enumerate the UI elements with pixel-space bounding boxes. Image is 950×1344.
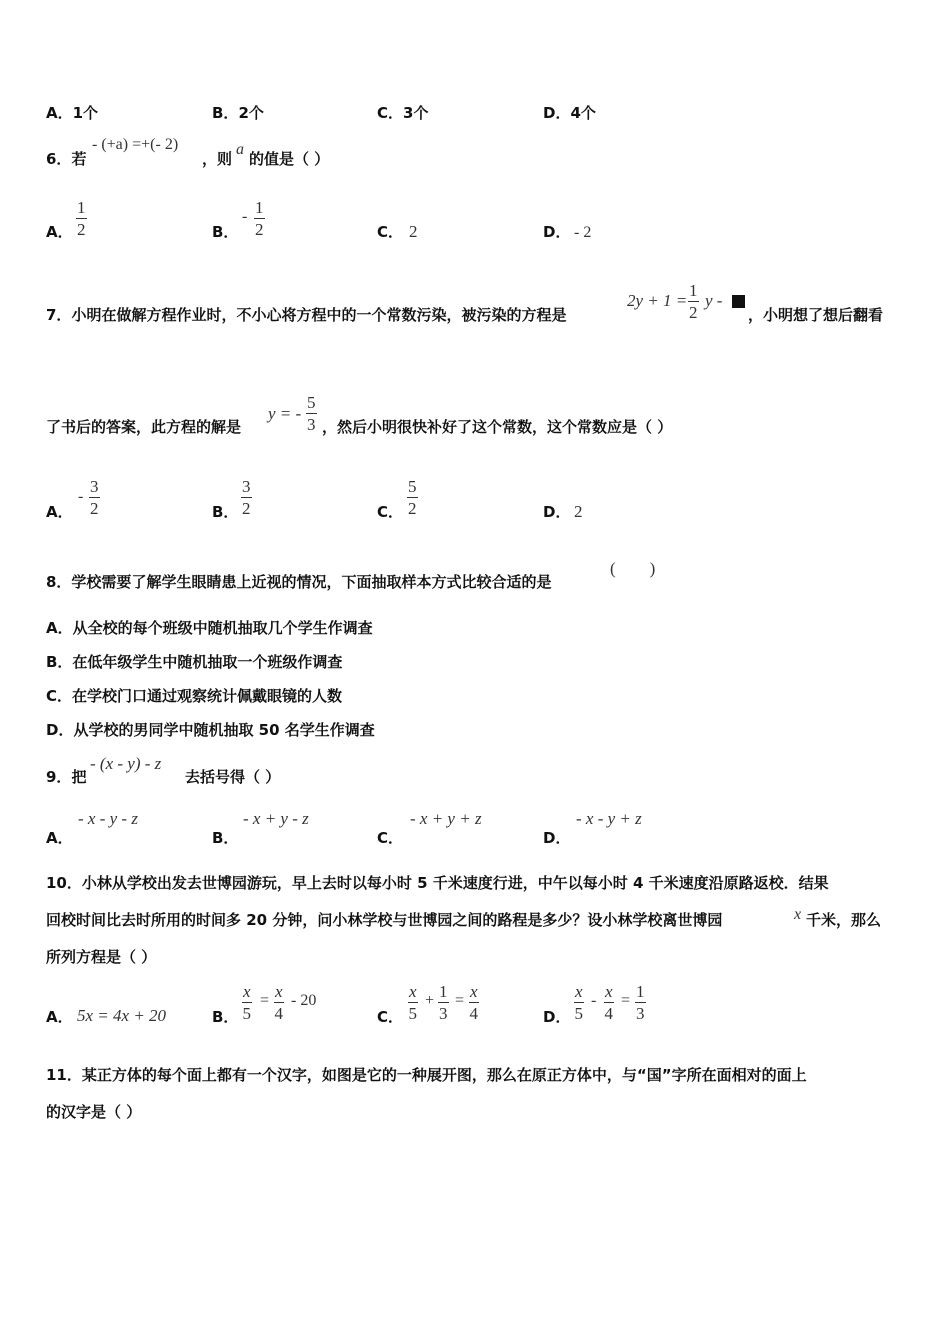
q9-label-d: D．: [543, 829, 571, 847]
q9-label-a: A．: [46, 829, 73, 847]
q6-label-c: C．: [377, 223, 404, 241]
q6-label-b: B．: [212, 223, 239, 241]
q7-option-b-fraction: $\frac{3}{2}$: [242, 477, 251, 518]
q9-label-b: B．: [212, 829, 239, 847]
q10-stem-line3: 所列方程是（ ）: [46, 948, 157, 966]
q7-label-c: C．: [377, 503, 404, 521]
q9-label-c: C．: [377, 829, 404, 847]
q5-option-c: C．3个: [377, 104, 429, 122]
q10-option-c-fraction-1: $\frac{x}{5}$: [408, 982, 418, 1023]
q7-stem-line2-end: ，然后小明很快补好了这个常数，这个常数应是（ ）: [322, 418, 673, 436]
q10-option-b-fraction-2: $\frac{x}{4}$: [274, 982, 284, 1023]
q6-question: 的值是（ ）: [249, 150, 330, 168]
q10-stem-line2-end: 千米，那么: [806, 911, 882, 929]
q7-option-c-fraction: $\frac{5}{2}$: [408, 477, 417, 518]
q10-option-a: 5x = 4x + 20: [77, 1006, 167, 1025]
q10-label-c: C．: [377, 1008, 404, 1026]
q9-option-b: - x + y - z: [243, 809, 309, 828]
q7-stem-line2: 了书后的答案，此方程的解是: [46, 418, 242, 436]
q7-equation-fraction: $\frac{1}{2}$: [689, 281, 698, 322]
q7-solution-fraction: $\frac{5}{3}$: [307, 393, 316, 434]
q9-option-a: - x - y - z: [78, 809, 138, 828]
q9-option-d: - x - y + z: [576, 809, 642, 828]
q11-stem-line2: 的汉字是（ ）: [46, 1103, 142, 1121]
q6-variable: a: [236, 141, 244, 158]
q8-option-a: A．从全校的每个班级中随机抽取几个学生作调查: [46, 619, 373, 637]
q8-answer-paren: ( ): [610, 559, 656, 578]
q7-solution-left: y = -: [268, 404, 302, 423]
q10-stem-line2: 回校时间比去时所用的时间多 20 分钟，问小林学校与世博园之间的路程是多少？设小林学校离世博园: [46, 911, 723, 929]
q10-option-c-plus: +: [425, 992, 435, 1009]
q6-option-b-fraction: $\frac{1}{2}$: [255, 198, 264, 239]
q10-stem-line1: 10．小林从学校出发去世博园游玩，早上去时以每小时 5 千米速度行进，中午以每小时 4 千米速度沿原路返校．结果: [46, 874, 829, 892]
q7-label-b: B．: [212, 503, 239, 521]
q8-option-d: D．从学校的男同学中随机抽取 50 名学生作调查: [46, 721, 375, 739]
q6-number: 6．若: [46, 150, 87, 168]
q6-label-a: A．: [46, 223, 73, 241]
q5-option-d: D．4个: [543, 104, 596, 122]
q9-question: 去括号得（ ）: [185, 768, 281, 786]
q8-option-c: C．在学校门口通过观察统计佩戴眼镜的人数: [46, 687, 343, 705]
q10-option-b-fraction-1: $\frac{x}{5}$: [242, 982, 252, 1023]
q9-option-c: - x + y + z: [410, 809, 482, 828]
q10-label-a: A．: [46, 1008, 73, 1026]
q9-number: 9．把: [46, 768, 87, 786]
q8-option-b: B．在低年级学生中随机抽取一个班级作调查: [46, 653, 343, 671]
q7-option-d: 2: [574, 502, 583, 521]
q10-option-d-fraction-1: $\frac{x}{5}$: [574, 982, 584, 1023]
q7-stain-block: [732, 292, 745, 311]
q7-stem-line1: 7．小明在做解方程作业时，不小心将方程中的一个常数污染，被污染的方程是: [46, 306, 567, 324]
q5-option-b: B．2个: [212, 104, 264, 122]
q7-option-a-sign: -: [78, 488, 84, 505]
q6-option-a-fraction: $\frac{1}{2}$: [77, 198, 86, 239]
q10-option-d-minus: -: [591, 992, 597, 1009]
q10-option-b-tail: - 20: [291, 992, 317, 1009]
q10-option-c-equals: =: [455, 992, 465, 1009]
q10-variable: x: [794, 906, 802, 923]
q10-option-b-equals: =: [260, 992, 270, 1009]
q10-option-c-fraction-2: $\frac{1}{3}$: [439, 982, 448, 1023]
q7-equation-left: 2y + 1 =: [627, 291, 688, 310]
q6-text-then: ，则: [202, 150, 233, 168]
q6-option-c: 2: [409, 222, 418, 241]
q10-option-d-equals: =: [621, 992, 631, 1009]
q6-option-b-sign: -: [242, 208, 248, 225]
q6-option-d: - 2: [574, 224, 592, 241]
q8-stem: 8．学校需要了解学生眼睛患上近视的情况，下面抽取样本方式比较合适的是: [46, 573, 552, 591]
q10-label-b: B．: [212, 1008, 239, 1026]
q9-expression: - (x - y) - z: [90, 754, 162, 773]
q10-label-d: D．: [543, 1008, 571, 1026]
q11-stem-line1: 11．某正方体的每个面上都有一个汉字，如图是它的一种展开图，那么在原正方体中，与“国”字所在面相对的面上: [46, 1066, 807, 1084]
q6-equation: - (+a) =+(- 2): [92, 136, 179, 153]
q7-option-a-fraction: $\frac{3}{2}$: [90, 477, 99, 518]
q7-label-d: D．: [543, 503, 571, 521]
q7-equation-right: y -: [705, 291, 723, 310]
q7-label-a: A．: [46, 503, 73, 521]
q10-option-d-fraction-2: $\frac{x}{4}$: [604, 982, 614, 1023]
q6-label-d: D．: [543, 223, 571, 241]
q5-option-a: A．1个: [46, 104, 99, 122]
q10-option-d-fraction-3: $\frac{1}{3}$: [636, 982, 645, 1023]
q10-option-c-fraction-3: $\frac{x}{4}$: [469, 982, 479, 1023]
q7-stem-line1-end: ，小明想了想后翻看: [748, 306, 884, 324]
